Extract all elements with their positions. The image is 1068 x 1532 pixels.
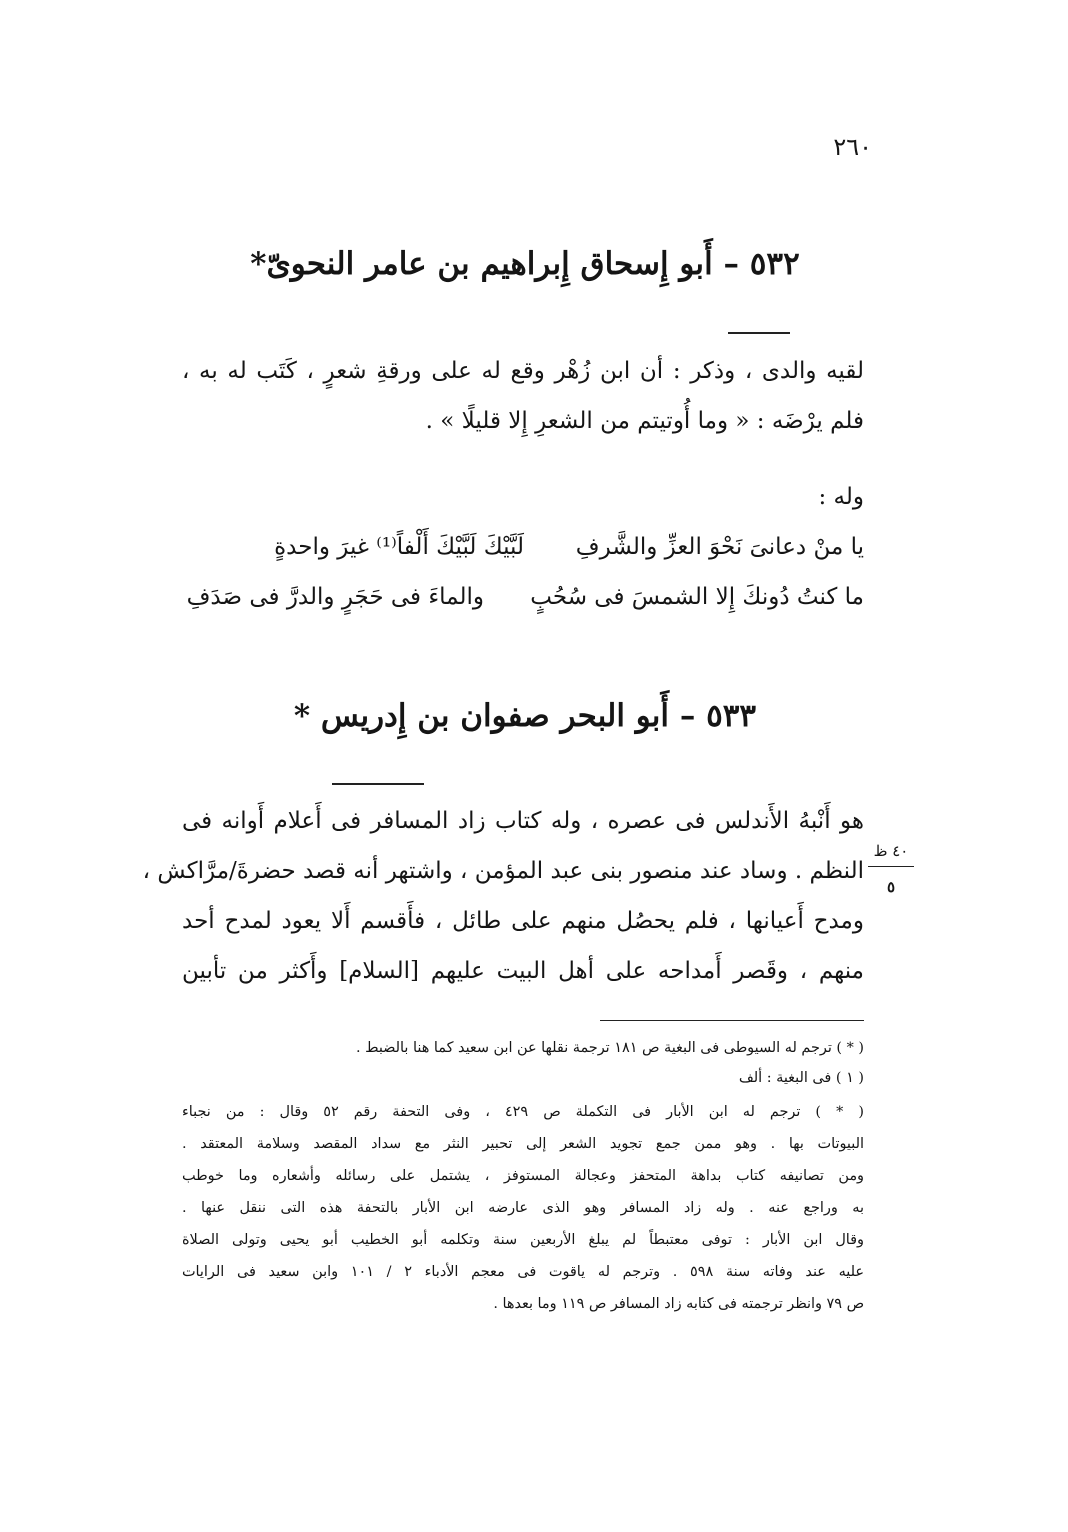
- body-line: لقيه والدى ، وذكر : أن ابن زُهْر وقع له على ورقةِ شعرٍ ، كَتَب له به ،: [182, 358, 864, 384]
- footnote-line: به وراجع عنه . وله زاد المسافر وهو الذى عارضه ابن الأبار بالتحفة هذه التى ننقل عنها .: [182, 1200, 864, 1216]
- verse-second-hemistich: لَبَّيْكَ لَبَّيْكَ أَلْفاً⁽¹⁾ غيرَ واحدةٍ: [274, 534, 524, 560]
- footnote-line: ( * ) ترجم له السيوطى فى البغية ص ١٨١ ترجمة نقلها عن ابن سعيد كما هنا بالضبط .: [356, 1040, 864, 1056]
- margin-folio-note: ٤٠ ظ: [873, 842, 909, 860]
- body-line: هو أَنْبهُ الأَندلس فى عصره ، وله كتاب زاد المسافر فى أَعلام أَوانه فى: [182, 808, 864, 834]
- margin-rule: [868, 866, 914, 867]
- footnote-line: وقال ابن الأبار : توفى معتبطاً لم يبلغ الأربعين سنة وتكلمه أبو الخطيب أبو يحيى وتولى الصلاة: [182, 1232, 864, 1248]
- verse-intro: وله :: [818, 484, 864, 510]
- margin-line-number: ٥: [886, 878, 896, 896]
- verse-first-hemistich: ما كنتُ دُونكَ إِلا الشمسَ فى سُحُبٍ: [530, 584, 864, 610]
- heading-rule: [728, 332, 790, 334]
- entry-heading: ٥٣٢ – أَبو إِسحاق إِبراهيم بن عامر النحوىّ*: [250, 246, 800, 282]
- page-number: ٢٦٠: [833, 133, 872, 161]
- heading-rule: [332, 783, 424, 785]
- footnote-line: ( * ) ترجم له ابن الأبار فى التكملة ص ٤٢٩ ، وفى التحفة رقم ٥٢ وقال : من نجباء: [182, 1104, 864, 1120]
- footnote-line: ومن تصانيفه كتاب بداهة المتحفز وعجالة المستوفز ، يشتمل على رسائله وأشعاره وما خوطب: [182, 1168, 864, 1184]
- body-line: ومدح أَعيانها ، فلم يحصُل منهم على طائل ، فأَقسم أَلا يعود لمدح أحد: [182, 908, 864, 934]
- footnote-rule: [600, 1020, 864, 1021]
- verse-first-hemistich: يا منْ دعانىَ نَحْوَ العزِّ والشَّرفِ: [575, 534, 864, 560]
- footnote-line: عليه عند وفاته سنة ٥٩٨ . وترجم له ياقوت فى معجم الأدباء ٢ / ١٠١ وابن سعيد فى الرايات: [182, 1264, 864, 1280]
- footnote-line: ص ٧٩ وانظر ترجمته فى كتابه زاد المسافر ص ١١٩ وما بعدها .: [493, 1296, 864, 1312]
- body-line: منهم ، وقَصر أَمداحه على أهل البيت عليهم [السلام] وأَكثر من تأبين: [182, 958, 864, 984]
- entry-heading: ٥٣٣ – أَبو البحر صفوان بن إِدريس *: [293, 698, 757, 734]
- body-line: النظم . وساد عند منصور بنى عبد المؤمن ، واشتهر أنه قصد حضرةَ/مرَّاكش ،: [142, 858, 864, 884]
- verse-second-hemistich: والماءَ فى حَجَرٍ والدرَّ فى صَدَفِ: [186, 584, 484, 610]
- body-line: فلم يرْضَه : « وما أُوتيتم من الشعرِ إِلا قليلًا » .: [425, 408, 864, 434]
- footnote-line: البيوتات بها . وهو ممن جمع تجويد الشعر إلى تحبير النثر مع سداد المقصد وسلامة المعتقد .: [182, 1136, 864, 1152]
- footnote-line: ( ١ ) فى البغية : ألف: [738, 1070, 864, 1086]
